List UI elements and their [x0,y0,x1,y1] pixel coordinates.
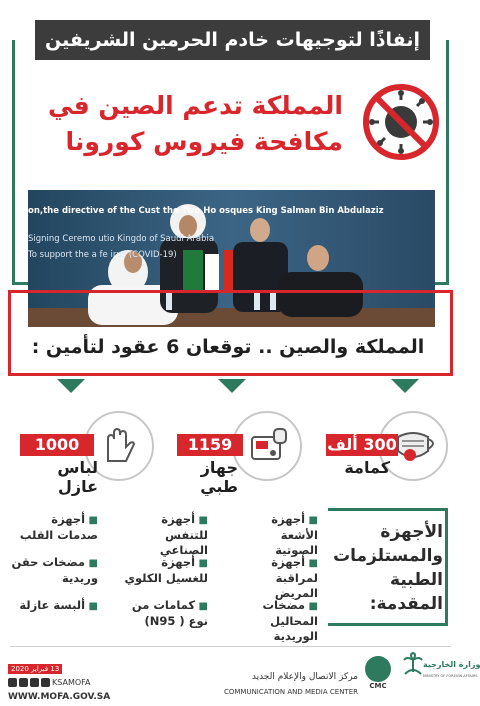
center-name-ar: مركز الاتصال والإعلام الجديد [251,672,358,682]
list-item: ■ مضخات حقن وريدية [11,555,98,585]
list-item: ■ أجهزة للتنفس الصناعي [159,512,208,557]
date-badge: 13 فبراير 2020 [8,664,62,674]
pointer-triangle [391,379,419,393]
stat-label-devices: جهاز طبي [200,458,238,496]
list-item: ■ مضخات المحاليل الوريدية [262,598,318,643]
pointer-triangle [57,379,85,393]
list-title-line: المقدمة: [369,594,443,614]
headline-line-2: مكافحة فيروس كورونا [65,127,343,156]
photo-banner-line-1: on,the directive of the Cust the Two Ho osques King Salman Bin Abdulaziz [28,206,384,216]
twitter-icon[interactable] [8,678,17,687]
center-name-en: COMMUNICATION AND MEDIA CENTER [223,688,358,696]
stat-value-gowns: 1000 [20,434,94,456]
list-title [328,520,443,616]
ministry-logo: وزارة الخارجية MINISTRY OF FOREIGN AFFAIRS [401,652,457,702]
stat-label-masks: كمامة [344,458,390,477]
top-title-bar [35,20,430,60]
pointer-triangle [218,379,246,393]
instagram-icon[interactable] [30,678,39,687]
photo-banner-line-3: To support the a fe irus (COVID-19) [28,250,177,260]
headline [43,88,343,160]
list-item: ■ كمامات من نوع ( N95) [131,598,208,628]
contracts-subtitle: المملكة والصين .. توقعان 6 عقود لتأمين : [31,336,425,358]
top-title: إنفاذًا لتوجيهات خادم الحرمين الشريفين [45,29,420,51]
list-title-line: والمستلزمات [333,546,443,566]
palm-swords-icon [401,652,425,676]
list-title-line: الطبية [390,570,443,590]
list-item: ■ أجهزة صدمات القلب [19,512,98,542]
medical-device-icon [234,413,300,479]
stat-value-masks: 300 ألف [327,435,397,454]
stat-value-devices: 1159 [177,434,243,456]
youtube-icon[interactable] [19,678,28,687]
stat-label-gowns: لباس عازل [57,458,98,496]
list-item: ■ أجهزة لمراقبة المريض [271,555,318,600]
list-title-line: الأجهزة [380,522,443,542]
facebook-icon[interactable] [41,678,50,687]
website-link[interactable]: WWW.MOFA.GOV.SA [8,692,111,702]
subtitle-frame [8,290,453,376]
photo-banner-line-2: Signing Ceremo utio Kingdo of Saudi Arabia [28,234,215,244]
headline-line-1: المملكة تدعم الصين في [48,91,343,120]
list-item: ■ ألبسة عازلة [19,598,98,612]
no-virus-icon [361,82,441,162]
social-row [8,678,90,687]
list-item: ■ أجهزة للغسيل الكلوي [124,555,208,585]
cmc-logo: CMC [365,656,391,690]
list-item: ■ أجهزة الأشعة الصوتية [271,512,318,557]
footer-divider [10,646,451,647]
social-handle: KSAMOFA [52,678,91,687]
